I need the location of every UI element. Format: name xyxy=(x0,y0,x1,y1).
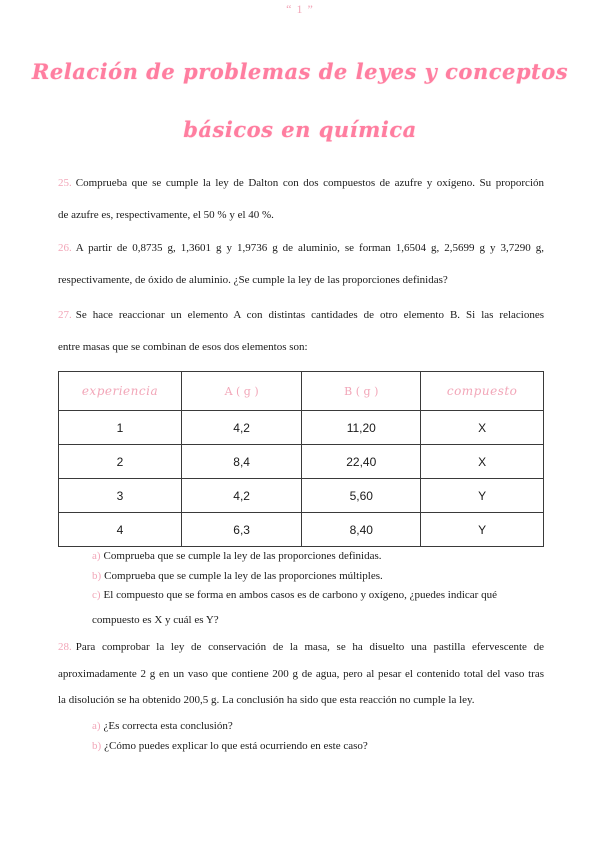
cell-a: 6,3 xyxy=(181,513,301,547)
sub-text: Comprueba que se cumple la ley de las proporciones múltiples. xyxy=(104,570,383,582)
cell-experiencia: 4 xyxy=(59,513,182,547)
problem-28-line1 xyxy=(58,640,544,654)
problem-27-sub-b xyxy=(92,569,544,583)
cell-b: 8,40 xyxy=(302,513,421,547)
problem-27-line1 xyxy=(58,308,544,322)
problem-26-line2: respectivamente, de óxido de aluminio. ¿Se cumple la ley de las proporciones definidas? xyxy=(58,274,448,286)
sub-letter: a) xyxy=(92,720,101,732)
cell-b: 11,20 xyxy=(302,411,421,445)
cell-a: 4,2 xyxy=(181,411,301,445)
table-row xyxy=(59,513,544,547)
problem-27-sub-c-line2: compuesto es X y cuál es Y? xyxy=(92,614,219,626)
problem-number: 28. xyxy=(58,641,72,653)
problem-25-line2: de azufre es, respectivamente, el 50 % y el 40 %. xyxy=(58,209,274,221)
cell-a: 8,4 xyxy=(181,445,301,479)
cell-compuesto: Y xyxy=(421,479,544,513)
problem-number: 26. xyxy=(58,242,72,254)
table-header-row xyxy=(59,372,544,411)
problem-text: Se hace reaccionar un elemento A con distintas cantidades de otro elemento B. Si las relaciones xyxy=(75,309,544,321)
cell-compuesto: X xyxy=(421,445,544,479)
table-row xyxy=(59,411,544,445)
page-title-line2: básicos en química xyxy=(183,117,417,142)
sub-text: ¿Cómo puedes explicar lo que está ocurriendo en este caso? xyxy=(104,740,368,752)
sub-letter: b) xyxy=(92,570,102,582)
sub-text: El compuesto que se forma en ambos casos es de carbono y oxígeno, ¿puedes indicar qué xyxy=(103,589,497,601)
header-experiencia: experiencia xyxy=(59,372,182,411)
page-title: Relación de problemas de leyes y conceptos xyxy=(31,59,569,84)
sub-letter: a) xyxy=(92,550,101,562)
header-compuesto: compuesto xyxy=(421,372,544,411)
problem-text: Comprueba que se cumple la ley de Dalton con dos compuestos de azufre y oxígeno. Su proporción xyxy=(75,177,544,189)
header-a: A ( g ) xyxy=(181,372,301,411)
problem-text: A partir de 0,8735 g, 1,3601 g y 1,9736 g de aluminio, se forman 1,6504 g, 2,5699 g y 3,7290 g, xyxy=(75,242,544,254)
sub-text: Comprueba que se cumple la ley de las proporciones definidas. xyxy=(103,550,382,562)
problem-27-line2: entre masas que se combinan de esos dos elementos son: xyxy=(58,341,308,353)
problem-26-line1 xyxy=(58,241,544,255)
problem-28-line2: aproximadamente 2 g en un vaso que contiene 200 g de agua, pero al pesar el contenido total del vaso tras xyxy=(58,668,544,680)
cell-experiencia: 3 xyxy=(59,479,182,513)
problem-28-line3: la disolución se ha obtenido 200,5 g. La conclusión ha sido que esta reacción no cumple la ley. xyxy=(58,694,475,706)
table-row xyxy=(59,479,544,513)
problem-25-line1 xyxy=(58,176,544,190)
cell-b: 5,60 xyxy=(302,479,421,513)
table-row xyxy=(59,445,544,479)
problem-27-sub-a xyxy=(92,549,544,563)
problem-number: 27. xyxy=(58,309,72,321)
cell-b: 22,40 xyxy=(302,445,421,479)
cell-compuesto: X xyxy=(421,411,544,445)
cell-compuesto: Y xyxy=(421,513,544,547)
problem-number: 25. xyxy=(58,177,72,189)
sub-letter: b) xyxy=(92,740,102,752)
sub-text: ¿Es correcta esta conclusión? xyxy=(103,720,233,732)
problem-text: Para comprobar la ley de conservación de la masa, se ha disuelto una pastilla efervescente de xyxy=(75,641,544,653)
cell-experiencia: 1 xyxy=(59,411,182,445)
problem-27-sub-c xyxy=(92,588,544,602)
sub-letter: c) xyxy=(92,589,101,601)
page-number: “ 1 ” xyxy=(286,2,314,16)
problem-28-sub-b xyxy=(92,739,544,753)
cell-a: 4,2 xyxy=(181,479,301,513)
mass-ratio-table xyxy=(58,371,544,547)
header-b: B ( g ) xyxy=(302,372,421,411)
problem-28-sub-a xyxy=(92,719,544,733)
cell-experiencia: 2 xyxy=(59,445,182,479)
